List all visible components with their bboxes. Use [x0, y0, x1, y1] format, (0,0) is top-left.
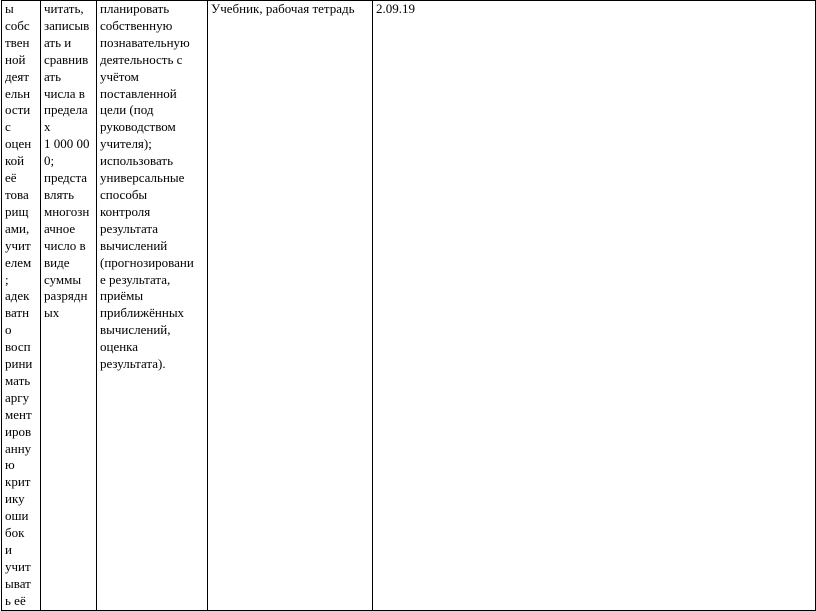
- lesson-plan-table: [1, 0, 816, 611]
- table-row: [2, 1, 816, 611]
- table-cell-personal-results: [2, 1, 41, 611]
- cell-text: ы собс твен ной деят ельн ости с оцен кой её това рищ ами, учит елем ; адек ватн о восп рини мать аргу мент иров анну ю крит ику оши бок и учит ыват ь её: [5, 1, 33, 608]
- table-cell-subject-results: [41, 1, 97, 611]
- cell-text: читать, записыв ать и сравнив ать числа в предела х 1 000 00 0; предста влять многозн ачное число в виде суммы разрядн ых: [44, 1, 90, 321]
- table-cell-date: [373, 1, 816, 611]
- cell-text: 2.09.19: [376, 1, 415, 16]
- cell-text: планировать собственную познавательную деятельность с учётом поставленной цели (под руководством учителя); использовать универсальные способы контроля результата вычислений (прогнозировани е результата, приёмы приближённых вычислений, оценка результата).: [100, 1, 194, 372]
- table-cell-meta-results: [97, 1, 208, 611]
- cell-text: Учебник, рабочая тетрадь: [211, 1, 355, 16]
- table-cell-materials: [208, 1, 373, 611]
